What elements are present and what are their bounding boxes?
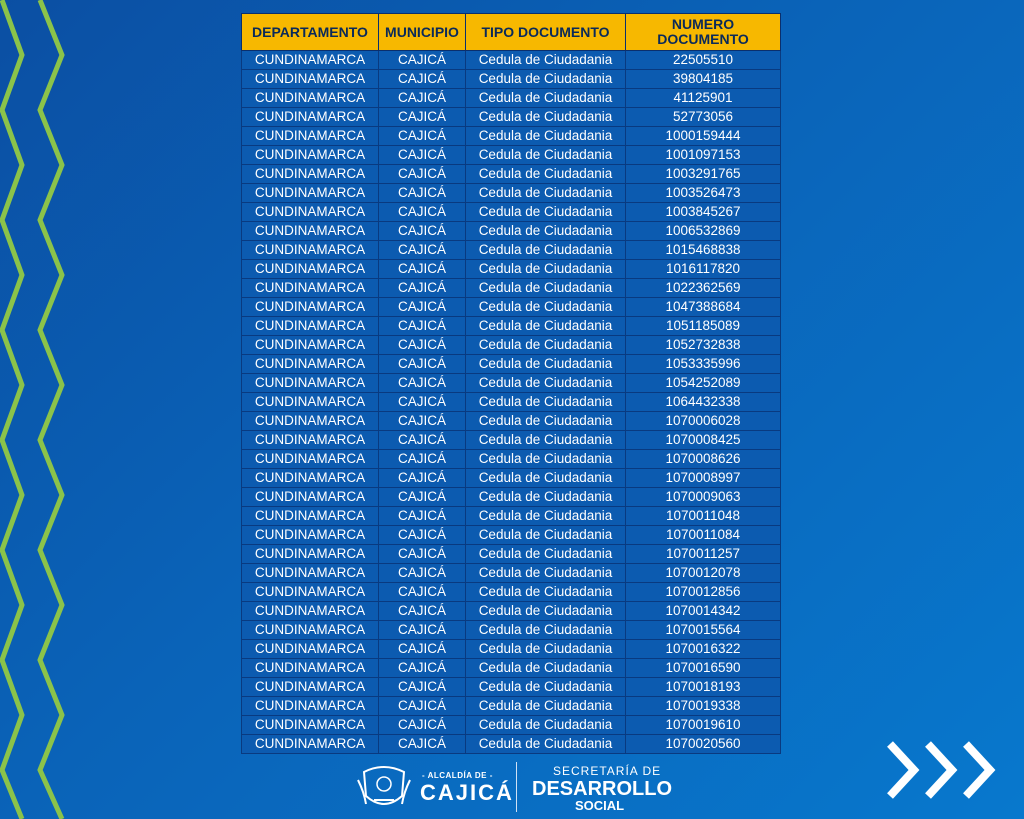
cell-numero-documento: 1070020560 xyxy=(626,735,781,754)
cell-departamento: CUNDINAMARCA xyxy=(242,412,379,431)
cell-municipio: CAJICÁ xyxy=(379,450,466,469)
desarrollo-label: DESARROLLO xyxy=(532,778,672,800)
header-departamento: DEPARTAMENTO xyxy=(242,14,379,51)
cell-tipo-documento: Cedula de Ciudadania xyxy=(466,260,626,279)
cell-numero-documento: 1053335996 xyxy=(626,355,781,374)
cell-municipio: CAJICÁ xyxy=(379,51,466,70)
cell-tipo-documento: Cedula de Ciudadania xyxy=(466,393,626,412)
cell-departamento: CUNDINAMARCA xyxy=(242,355,379,374)
table-row xyxy=(242,469,781,488)
cell-municipio: CAJICÁ xyxy=(379,735,466,754)
cell-numero-documento: 1070014342 xyxy=(626,602,781,621)
cell-numero-documento: 41125901 xyxy=(626,89,781,108)
cell-departamento: CUNDINAMARCA xyxy=(242,545,379,564)
table-row xyxy=(242,108,781,127)
cell-tipo-documento: Cedula de Ciudadania xyxy=(466,241,626,260)
table-row xyxy=(242,70,781,89)
table-row xyxy=(242,735,781,754)
cell-tipo-documento: Cedula de Ciudadania xyxy=(466,564,626,583)
cell-tipo-documento: Cedula de Ciudadania xyxy=(466,602,626,621)
cell-tipo-documento: Cedula de Ciudadania xyxy=(466,640,626,659)
cell-departamento: CUNDINAMARCA xyxy=(242,222,379,241)
table-row xyxy=(242,51,781,70)
cell-departamento: CUNDINAMARCA xyxy=(242,735,379,754)
cell-municipio: CAJICÁ xyxy=(379,659,466,678)
cell-numero-documento: 39804185 xyxy=(626,70,781,89)
cell-numero-documento: 1070011048 xyxy=(626,507,781,526)
cell-tipo-documento: Cedula de Ciudadania xyxy=(466,89,626,108)
cell-municipio: CAJICÁ xyxy=(379,526,466,545)
cell-departamento: CUNDINAMARCA xyxy=(242,431,379,450)
cell-departamento: CUNDINAMARCA xyxy=(242,659,379,678)
table-row xyxy=(242,716,781,735)
table-row xyxy=(242,659,781,678)
cell-municipio: CAJICÁ xyxy=(379,279,466,298)
coat-of-arms-icon xyxy=(356,762,412,814)
cell-numero-documento: 1070011257 xyxy=(626,545,781,564)
cell-tipo-documento: Cedula de Ciudadania xyxy=(466,488,626,507)
table-row xyxy=(242,602,781,621)
table-row xyxy=(242,127,781,146)
cell-municipio: CAJICÁ xyxy=(379,393,466,412)
cell-departamento: CUNDINAMARCA xyxy=(242,203,379,222)
cell-tipo-documento: Cedula de Ciudadania xyxy=(466,583,626,602)
table-row xyxy=(242,279,781,298)
beneficiaries-table-container xyxy=(241,13,780,754)
cell-municipio: CAJICÁ xyxy=(379,165,466,184)
cell-municipio: CAJICÁ xyxy=(379,564,466,583)
cell-tipo-documento: Cedula de Ciudadania xyxy=(466,469,626,488)
cell-tipo-documento: Cedula de Ciudadania xyxy=(466,222,626,241)
cell-tipo-documento: Cedula de Ciudadania xyxy=(466,184,626,203)
cell-departamento: CUNDINAMARCA xyxy=(242,507,379,526)
zigzag-decoration-icon xyxy=(0,0,80,819)
table-row xyxy=(242,184,781,203)
cell-municipio: CAJICÁ xyxy=(379,184,466,203)
header-tipo-documento: TIPO DOCUMENTO xyxy=(466,14,626,51)
cell-numero-documento: 1070015564 xyxy=(626,621,781,640)
cell-municipio: CAJICÁ xyxy=(379,146,466,165)
table-row xyxy=(242,621,781,640)
cell-numero-documento: 1070012078 xyxy=(626,564,781,583)
cell-tipo-documento: Cedula de Ciudadania xyxy=(466,431,626,450)
cell-municipio: CAJICÁ xyxy=(379,317,466,336)
cell-departamento: CUNDINAMARCA xyxy=(242,602,379,621)
cell-departamento: CUNDINAMARCA xyxy=(242,469,379,488)
cell-departamento: CUNDINAMARCA xyxy=(242,488,379,507)
cell-numero-documento: 1070016322 xyxy=(626,640,781,659)
table-row xyxy=(242,450,781,469)
cell-departamento: CUNDINAMARCA xyxy=(242,298,379,317)
table-row xyxy=(242,355,781,374)
cell-tipo-documento: Cedula de Ciudadania xyxy=(466,678,626,697)
cell-numero-documento: 52773056 xyxy=(626,108,781,127)
cell-numero-documento: 1051185089 xyxy=(626,317,781,336)
cell-departamento: CUNDINAMARCA xyxy=(242,165,379,184)
cell-departamento: CUNDINAMARCA xyxy=(242,450,379,469)
brand-subtitle: - ALCALDÍA DE - xyxy=(422,771,493,780)
cell-tipo-documento: Cedula de Ciudadania xyxy=(466,355,626,374)
cell-tipo-documento: Cedula de Ciudadania xyxy=(466,545,626,564)
cell-numero-documento: 22505510 xyxy=(626,51,781,70)
cell-departamento: CUNDINAMARCA xyxy=(242,260,379,279)
table-row xyxy=(242,146,781,165)
header-municipio: MUNICIPIO xyxy=(379,14,466,51)
table-row xyxy=(242,336,781,355)
cell-tipo-documento: Cedula de Ciudadania xyxy=(466,127,626,146)
cell-numero-documento: 1003845267 xyxy=(626,203,781,222)
cell-municipio: CAJICÁ xyxy=(379,127,466,146)
cell-numero-documento: 1070019610 xyxy=(626,716,781,735)
cell-departamento: CUNDINAMARCA xyxy=(242,621,379,640)
cell-departamento: CUNDINAMARCA xyxy=(242,697,379,716)
cell-departamento: CUNDINAMARCA xyxy=(242,146,379,165)
table-row xyxy=(242,241,781,260)
cell-tipo-documento: Cedula de Ciudadania xyxy=(466,108,626,127)
cell-municipio: CAJICÁ xyxy=(379,678,466,697)
table-row xyxy=(242,412,781,431)
cell-municipio: CAJICÁ xyxy=(379,298,466,317)
cell-tipo-documento: Cedula de Ciudadania xyxy=(466,298,626,317)
table-body xyxy=(242,51,781,754)
cell-departamento: CUNDINAMARCA xyxy=(242,184,379,203)
cell-numero-documento: 1070019338 xyxy=(626,697,781,716)
cell-departamento: CUNDINAMARCA xyxy=(242,241,379,260)
table-row xyxy=(242,545,781,564)
cell-tipo-documento: Cedula de Ciudadania xyxy=(466,203,626,222)
cell-tipo-documento: Cedula de Ciudadania xyxy=(466,317,626,336)
cell-departamento: CUNDINAMARCA xyxy=(242,317,379,336)
cell-numero-documento: 1001097153 xyxy=(626,146,781,165)
footer-logo xyxy=(356,760,676,816)
cell-municipio: CAJICÁ xyxy=(379,507,466,526)
cell-departamento: CUNDINAMARCA xyxy=(242,51,379,70)
logo-divider xyxy=(516,762,517,812)
cell-municipio: CAJICÁ xyxy=(379,602,466,621)
cell-municipio: CAJICÁ xyxy=(379,260,466,279)
cell-tipo-documento: Cedula de Ciudadania xyxy=(466,621,626,640)
social-label: SOCIAL xyxy=(575,798,625,813)
cell-departamento: CUNDINAMARCA xyxy=(242,374,379,393)
cell-municipio: CAJICÁ xyxy=(379,336,466,355)
header-numero-documento: NUMERO DOCUMENTO xyxy=(626,14,781,51)
cell-tipo-documento: Cedula de Ciudadania xyxy=(466,374,626,393)
cell-municipio: CAJICÁ xyxy=(379,108,466,127)
cell-departamento: CUNDINAMARCA xyxy=(242,678,379,697)
table-row xyxy=(242,431,781,450)
cell-departamento: CUNDINAMARCA xyxy=(242,640,379,659)
cell-numero-documento: 1070009063 xyxy=(626,488,781,507)
cell-numero-documento: 1070006028 xyxy=(626,412,781,431)
cell-departamento: CUNDINAMARCA xyxy=(242,89,379,108)
cell-tipo-documento: Cedula de Ciudadania xyxy=(466,697,626,716)
cell-municipio: CAJICÁ xyxy=(379,469,466,488)
cell-municipio: CAJICÁ xyxy=(379,697,466,716)
secretaria-label: SECRETARÍA DE xyxy=(553,764,662,778)
table-row xyxy=(242,260,781,279)
table-row xyxy=(242,564,781,583)
cell-tipo-documento: Cedula de Ciudadania xyxy=(466,450,626,469)
cell-numero-documento: 1016117820 xyxy=(626,260,781,279)
cell-departamento: CUNDINAMARCA xyxy=(242,526,379,545)
cell-tipo-documento: Cedula de Ciudadania xyxy=(466,716,626,735)
cell-departamento: CUNDINAMARCA xyxy=(242,716,379,735)
cell-municipio: CAJICÁ xyxy=(379,374,466,393)
cell-tipo-documento: Cedula de Ciudadania xyxy=(466,526,626,545)
cell-municipio: CAJICÁ xyxy=(379,716,466,735)
cell-departamento: CUNDINAMARCA xyxy=(242,108,379,127)
table-row xyxy=(242,203,781,222)
cell-tipo-documento: Cedula de Ciudadania xyxy=(466,146,626,165)
cell-tipo-documento: Cedula de Ciudadania xyxy=(466,412,626,431)
cell-numero-documento: 1070008425 xyxy=(626,431,781,450)
cell-numero-documento: 1070008997 xyxy=(626,469,781,488)
cell-numero-documento: 1064432338 xyxy=(626,393,781,412)
beneficiaries-table xyxy=(241,13,781,754)
cell-departamento: CUNDINAMARCA xyxy=(242,127,379,146)
table-row xyxy=(242,393,781,412)
cell-numero-documento: 1015468838 xyxy=(626,241,781,260)
cell-numero-documento: 1052732838 xyxy=(626,336,781,355)
table-header-row xyxy=(242,14,781,51)
cell-numero-documento: 1047388684 xyxy=(626,298,781,317)
cell-municipio: CAJICÁ xyxy=(379,621,466,640)
cell-municipio: CAJICÁ xyxy=(379,412,466,431)
cell-tipo-documento: Cedula de Ciudadania xyxy=(466,165,626,184)
cell-numero-documento: 1022362569 xyxy=(626,279,781,298)
cell-municipio: CAJICÁ xyxy=(379,89,466,108)
table-row xyxy=(242,317,781,336)
table-row xyxy=(242,678,781,697)
cell-numero-documento: 1003526473 xyxy=(626,184,781,203)
cell-municipio: CAJICÁ xyxy=(379,203,466,222)
cell-numero-documento: 1006532869 xyxy=(626,222,781,241)
cell-departamento: CUNDINAMARCA xyxy=(242,564,379,583)
cell-municipio: CAJICÁ xyxy=(379,241,466,260)
cell-municipio: CAJICÁ xyxy=(379,222,466,241)
cell-numero-documento: 1070011084 xyxy=(626,526,781,545)
cell-numero-documento: 1070008626 xyxy=(626,450,781,469)
brand-title: CAJICÁ xyxy=(420,780,514,805)
cell-tipo-documento: Cedula de Ciudadania xyxy=(466,507,626,526)
cell-tipo-documento: Cedula de Ciudadania xyxy=(466,70,626,89)
table-row xyxy=(242,165,781,184)
triple-chevron-right-icon xyxy=(884,738,1004,802)
cell-numero-documento: 1000159444 xyxy=(626,127,781,146)
cell-departamento: CUNDINAMARCA xyxy=(242,393,379,412)
table-row xyxy=(242,526,781,545)
cell-municipio: CAJICÁ xyxy=(379,583,466,602)
cell-departamento: CUNDINAMARCA xyxy=(242,70,379,89)
cell-municipio: CAJICÁ xyxy=(379,355,466,374)
cell-tipo-documento: Cedula de Ciudadania xyxy=(466,51,626,70)
cell-departamento: CUNDINAMARCA xyxy=(242,583,379,602)
cell-municipio: CAJICÁ xyxy=(379,70,466,89)
table-row xyxy=(242,298,781,317)
cell-tipo-documento: Cedula de Ciudadania xyxy=(466,336,626,355)
cell-municipio: CAJICÁ xyxy=(379,488,466,507)
cell-municipio: CAJICÁ xyxy=(379,640,466,659)
table-row xyxy=(242,640,781,659)
cell-tipo-documento: Cedula de Ciudadania xyxy=(466,735,626,754)
table-row xyxy=(242,583,781,602)
table-row xyxy=(242,89,781,108)
cell-municipio: CAJICÁ xyxy=(379,431,466,450)
cell-numero-documento: 1070018193 xyxy=(626,678,781,697)
cell-tipo-documento: Cedula de Ciudadania xyxy=(466,279,626,298)
table-row xyxy=(242,222,781,241)
cell-numero-documento: 1054252089 xyxy=(626,374,781,393)
cell-numero-documento: 1070016590 xyxy=(626,659,781,678)
cell-numero-documento: 1070012856 xyxy=(626,583,781,602)
cell-departamento: CUNDINAMARCA xyxy=(242,279,379,298)
table-row xyxy=(242,374,781,393)
cell-departamento: CUNDINAMARCA xyxy=(242,336,379,355)
cell-numero-documento: 1003291765 xyxy=(626,165,781,184)
cell-tipo-documento: Cedula de Ciudadania xyxy=(466,659,626,678)
table-row xyxy=(242,488,781,507)
table-row xyxy=(242,507,781,526)
cell-municipio: CAJICÁ xyxy=(379,545,466,564)
table-row xyxy=(242,697,781,716)
